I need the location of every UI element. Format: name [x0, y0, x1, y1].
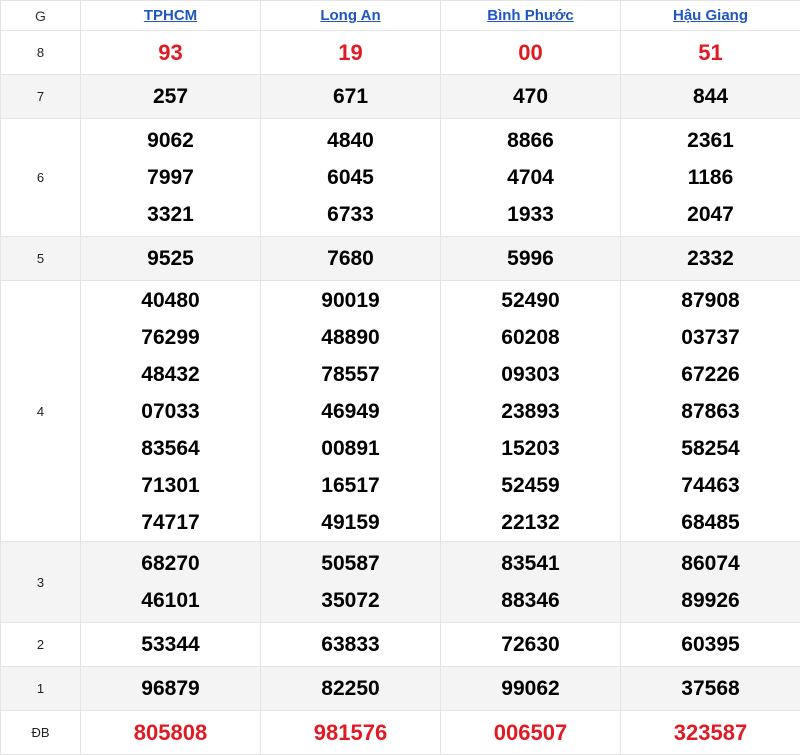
- result-number: 16517: [261, 467, 440, 504]
- result-number: 006507: [441, 714, 620, 751]
- result-cell: [261, 237, 441, 281]
- result-cell: [261, 31, 441, 75]
- result-number: 470: [441, 78, 620, 115]
- prize-label: 5: [1, 237, 81, 281]
- header-row: [1, 1, 800, 31]
- result-number: 71301: [81, 467, 260, 504]
- result-cell: [261, 281, 441, 542]
- prize-label: 6: [1, 119, 81, 237]
- result-number: 8866: [441, 122, 620, 159]
- result-number: 2332: [621, 240, 800, 277]
- result-number: 48890: [261, 319, 440, 356]
- result-number: 323587: [621, 714, 800, 751]
- result-cell: [621, 237, 800, 281]
- prize-row: [1, 542, 800, 623]
- result-cell: [261, 623, 441, 667]
- result-number: 6045: [261, 159, 440, 196]
- result-number: 88346: [441, 582, 620, 619]
- prize-row: [1, 237, 800, 281]
- result-number: 76299: [81, 319, 260, 356]
- result-number: 60208: [441, 319, 620, 356]
- result-number: 07033: [81, 393, 260, 430]
- result-cell: [81, 75, 261, 119]
- result-cell: [81, 119, 261, 237]
- result-number: 52490: [441, 282, 620, 319]
- result-number: 40480: [81, 282, 260, 319]
- prize-row: [1, 623, 800, 667]
- result-number: 68485: [621, 504, 800, 541]
- province-header-hau-giang: [621, 1, 800, 31]
- result-number: 7997: [81, 159, 260, 196]
- result-number: 99062: [441, 670, 620, 707]
- province-link-hau-giang[interactable]: Hậu Giang: [673, 7, 748, 24]
- result-cell: [621, 623, 800, 667]
- result-number: 03737: [621, 319, 800, 356]
- result-cell: [441, 237, 621, 281]
- result-number: 46949: [261, 393, 440, 430]
- result-number: 2361: [621, 122, 800, 159]
- result-number: 19: [261, 34, 440, 71]
- result-number: 2047: [621, 196, 800, 233]
- result-number: 52459: [441, 467, 620, 504]
- result-number: 90019: [261, 282, 440, 319]
- result-number: 68270: [81, 545, 260, 582]
- result-cell: [621, 31, 800, 75]
- result-cell: [81, 237, 261, 281]
- result-number: 49159: [261, 504, 440, 541]
- result-number: 09303: [441, 356, 620, 393]
- result-cell: [441, 31, 621, 75]
- result-cell: [261, 711, 441, 755]
- province-header-long-an: [261, 1, 441, 31]
- result-cell: [261, 542, 441, 623]
- result-number: 00891: [261, 430, 440, 467]
- prize-label: 8: [1, 31, 81, 75]
- result-number: 7680: [261, 240, 440, 277]
- prize-row: [1, 667, 800, 711]
- result-number: 3321: [81, 196, 260, 233]
- result-number: 83541: [441, 545, 620, 582]
- result-number: 83564: [81, 430, 260, 467]
- result-number: 72630: [441, 626, 620, 663]
- result-cell: [81, 31, 261, 75]
- result-cell: [621, 667, 800, 711]
- province-link-binh-phuoc[interactable]: Bình Phước: [487, 7, 574, 24]
- province-header-tphcm: [81, 1, 261, 31]
- result-cell: [441, 667, 621, 711]
- prize-column-header: G: [1, 1, 81, 31]
- result-number: 805808: [81, 714, 260, 751]
- result-cell: [441, 542, 621, 623]
- result-cell: [621, 281, 800, 542]
- result-cell: [261, 75, 441, 119]
- result-cell: [261, 667, 441, 711]
- result-number: 87908: [621, 282, 800, 319]
- result-number: 9525: [81, 240, 260, 277]
- province-link-long-an[interactable]: Long An: [320, 7, 380, 24]
- result-number: 15203: [441, 430, 620, 467]
- prize-label: 3: [1, 542, 81, 623]
- prize-label: 7: [1, 75, 81, 119]
- result-number: 1933: [441, 196, 620, 233]
- result-number: 844: [621, 78, 800, 115]
- result-number: 46101: [81, 582, 260, 619]
- result-number: 53344: [81, 626, 260, 663]
- prize-row: [1, 119, 800, 237]
- result-number: 48432: [81, 356, 260, 393]
- result-cell: [621, 542, 800, 623]
- prize-label: ĐB: [1, 711, 81, 755]
- result-number: 74717: [81, 504, 260, 541]
- prize-row: [1, 711, 800, 755]
- result-number: 58254: [621, 430, 800, 467]
- result-number: 6733: [261, 196, 440, 233]
- result-number: 257: [81, 78, 260, 115]
- result-cell: [621, 119, 800, 237]
- result-number: 37568: [621, 670, 800, 707]
- result-number: 5996: [441, 240, 620, 277]
- result-number: 9062: [81, 122, 260, 159]
- result-number: 89926: [621, 582, 800, 619]
- result-number: 67226: [621, 356, 800, 393]
- result-cell: [81, 711, 261, 755]
- prize-label: 2: [1, 623, 81, 667]
- result-number: 22132: [441, 504, 620, 541]
- province-header-binh-phuoc: [441, 1, 621, 31]
- result-number: 87863: [621, 393, 800, 430]
- result-number: 50587: [261, 545, 440, 582]
- result-number: 1186: [621, 159, 800, 196]
- result-cell: [441, 281, 621, 542]
- result-number: 63833: [261, 626, 440, 663]
- result-cell: [81, 623, 261, 667]
- prize-row: [1, 75, 800, 119]
- result-number: 86074: [621, 545, 800, 582]
- result-cell: [261, 119, 441, 237]
- result-number: 51: [621, 34, 800, 71]
- result-number: 74463: [621, 467, 800, 504]
- result-number: 60395: [621, 626, 800, 663]
- result-cell: [81, 667, 261, 711]
- prize-label: 4: [1, 281, 81, 542]
- prize-row: [1, 281, 800, 542]
- result-number: 00: [441, 34, 620, 71]
- result-number: 82250: [261, 670, 440, 707]
- result-number: 35072: [261, 582, 440, 619]
- province-link-tphcm[interactable]: TPHCM: [144, 7, 197, 24]
- result-cell: [441, 711, 621, 755]
- result-number: 96879: [81, 670, 260, 707]
- result-cell: [81, 542, 261, 623]
- result-number: 78557: [261, 356, 440, 393]
- result-cell: [441, 623, 621, 667]
- result-cell: [621, 75, 800, 119]
- result-cell: [621, 711, 800, 755]
- result-cell: [441, 119, 621, 237]
- result-number: 981576: [261, 714, 440, 751]
- prize-row: [1, 31, 800, 75]
- result-number: 93: [81, 34, 260, 71]
- prize-label: 1: [1, 667, 81, 711]
- result-cell: [81, 281, 261, 542]
- result-cell: [441, 75, 621, 119]
- result-number: 671: [261, 78, 440, 115]
- result-number: 4704: [441, 159, 620, 196]
- result-number: 23893: [441, 393, 620, 430]
- result-number: 4840: [261, 122, 440, 159]
